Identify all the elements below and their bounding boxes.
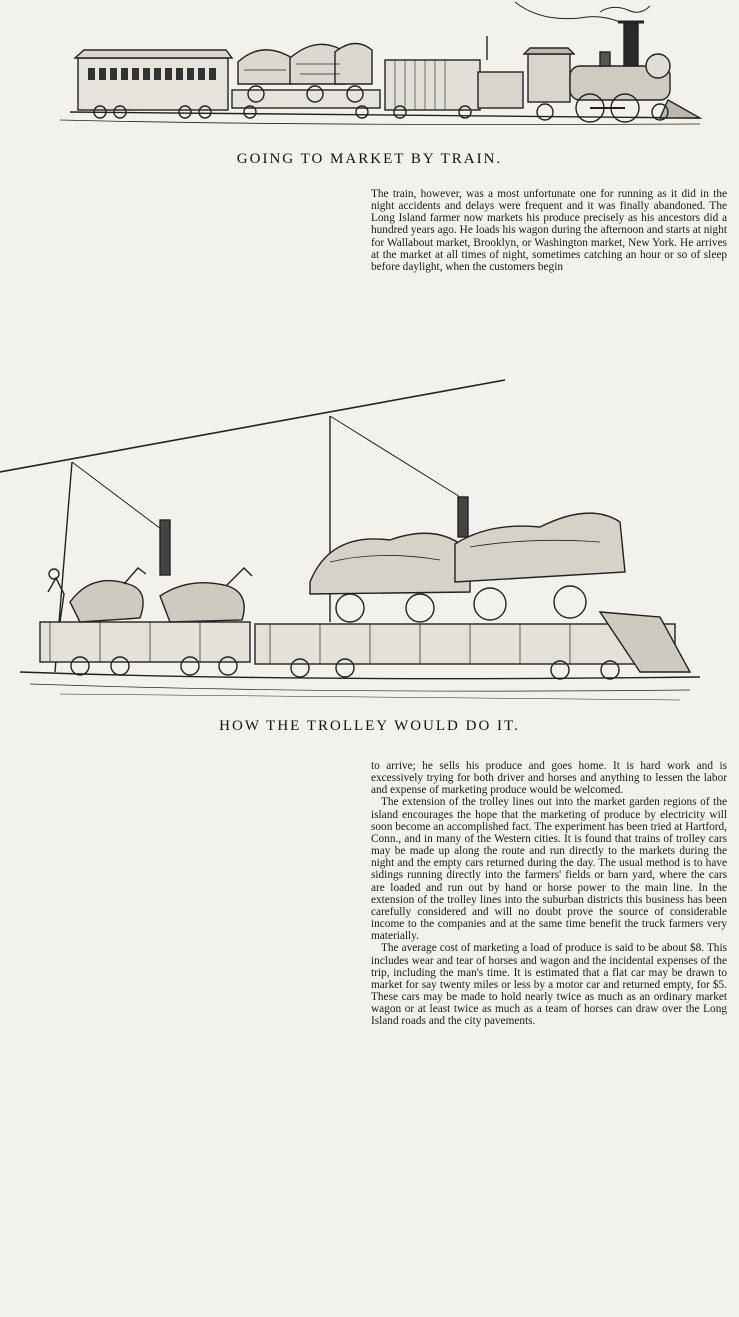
article-column-bottom <box>371 760 727 1027</box>
article-paragraph-1: The train, however, was a most unfortunate one for running as it did in the night accidents and delays were frequent and it was finally abandoned. The Long Island farmer now markets his produce precisely as his ancestors did a hundred years ago. He loads his wagon during the afternoon and starts at night for Wallabout market, Brooklyn, or Washington market, New York. He arrives at the market at all times of night, sometimes catching an hour or so of sleep before daylight, when the customers begin <box>371 188 727 273</box>
train-illustration <box>0 0 739 145</box>
article-paragraph-2: to arrive; he sells his produce and goes home. It is hard work and is excessively trying for both driver and horses and anything to lessen the labor and expense of marketing produce would be welcomed. <box>371 760 727 797</box>
train-caption: GOING TO MARKET BY TRAIN. <box>236 151 503 167</box>
trolley-caption: HOW THE TROLLEY WOULD DO IT. <box>219 718 520 734</box>
trolley-illustration <box>0 372 739 712</box>
article-paragraph-4: The average cost of marketing a load of produce is said to be about $8. This includes wear and tear of horses and wagon and the incidental expenses of the trip, including the man's time. It is estimated that a flat car may be drawn to market for say twenty miles or less by a motor car and returned empty, for $5. These cars may be made to hold nearly twice as much as an ordinary market wagon or at least twice as much as a team of horses can draw over the Long Island roads and the city pavements. <box>371 942 727 1028</box>
article-paragraph-3: The extension of the trolley lines out into the market garden regions of the island encourages the hope that the marketing of produce by electricity will soon become an accomplished fact. The experiment has been tried at Hartford, Conn., and in many of the Western cities. It is found that trains of trolley cars may be made up along the route and run directly to the markets during the night and the empty cars returned during the day. The usual method is to have sidings running directly into the farmers' fields or barn yard, where the cars are loaded and run out by hand or horse power to the main line. In the extension of the trolley lines into the suburban districts this business has been carefully considered and will no doubt prove the source of considerable income to the companies and at the same time benefit the truck farmers very materially. <box>371 796 727 943</box>
article-column-top <box>371 188 727 273</box>
